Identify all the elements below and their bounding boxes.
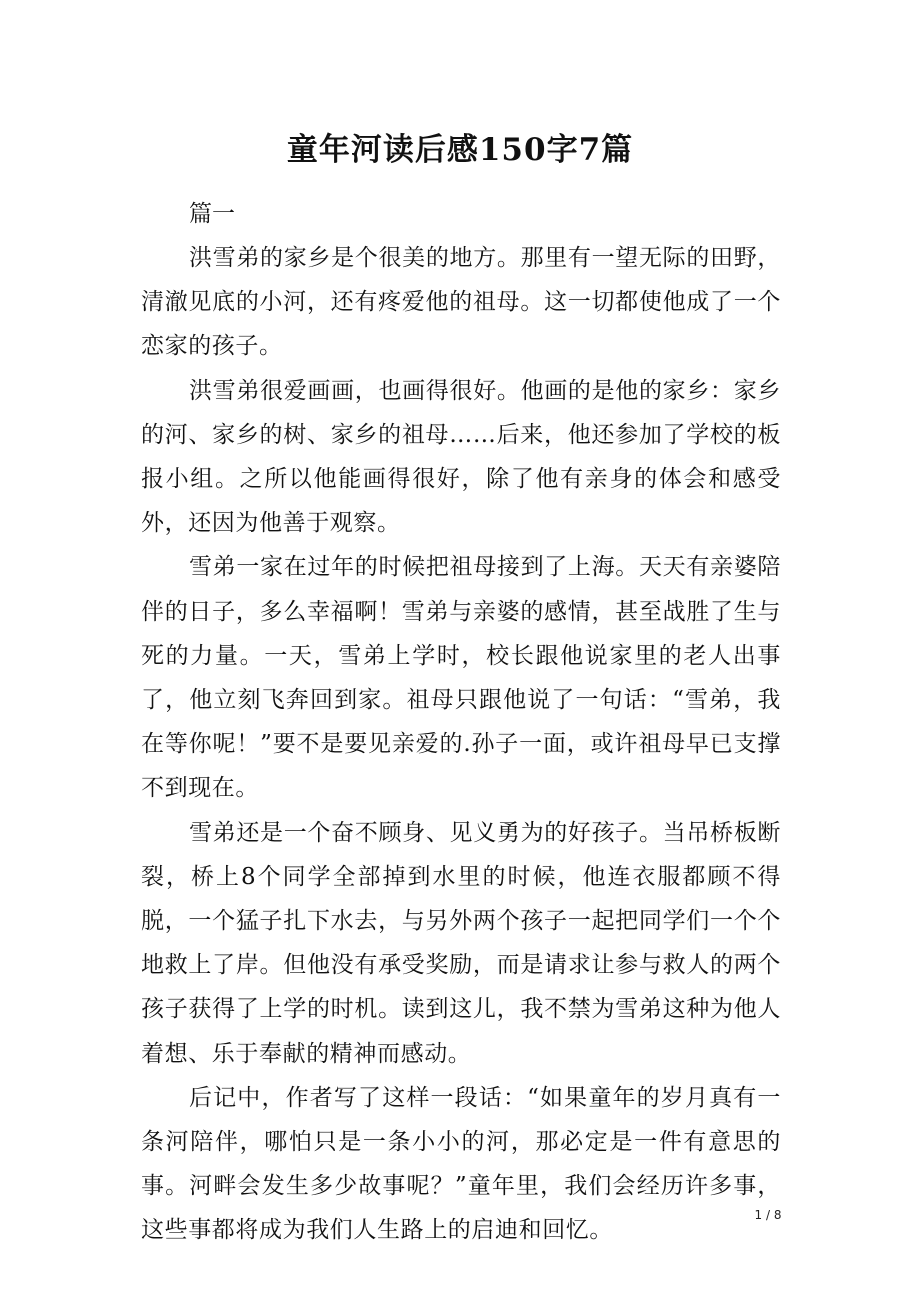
- page-number: 1 / 8: [754, 1208, 782, 1222]
- paragraph-3: 雪弟一家在过年的时候把祖母接到了上海。天天有亲婆陪伴的日子，多么幸福啊！雪弟与亲婆的感情，甚至战胜了生与死的力量。一天，雪弟上学时，校长跟他说家里的老人出事了，他立刻飞奔回到家。祖母只跟他说了一句话：“雪弟，我在等你呢！”要不是要见亲爱的.孙子一面，或许祖母早已支撑不到现在。: [141, 554, 781, 802]
- paragraph-2: 洪雪弟很爱画画，也画得很好。他画的是他的家乡：家乡的河、家乡的树、家乡的祖母……后来，他还参加了学校的板报小组。之所以他能画得很好，除了他有亲身的体会和感受外，还因为他善于观察。: [141, 377, 781, 537]
- paragraph-5: 后记中，作者写了这样一段话：“如果童年的岁月真有一条河陪伴，哪怕只是一条小小的河，那必定是一件有意思的事。河畔会发生多少故事呢？”童年里，我们会经历许多事，这些事都将成为我们人生路上的启迪和回忆。: [141, 1084, 781, 1244]
- paragraph-4: 雪弟还是一个奋不顾身、见义勇为的好孩子。当吊桥板断裂，桥上8个同学全部掉到水里的时候，他连衣服都顾不得脱，一个猛子扎下水去，与另外两个孩子一起把同学们一个个地救上了岸。但他没有承受奖励，而是请求让参与救人的两个孩子获得了上学的时机。读到这儿，我不禁为雪弟这种为他人着想、乐于奉献的精神而感动。: [141, 819, 781, 1067]
- document-body: [141, 192, 781, 1253]
- paragraph-1: 洪雪弟的家乡是个很美的地方。那里有一望无际的田野，清澈见底的小河，还有疼爱他的祖母。这一切都使他成了一个恋家的孩子。: [141, 245, 781, 360]
- document-title: 童年河读后感150字7篇: [286, 132, 634, 168]
- section-label: 篇一: [189, 201, 235, 227]
